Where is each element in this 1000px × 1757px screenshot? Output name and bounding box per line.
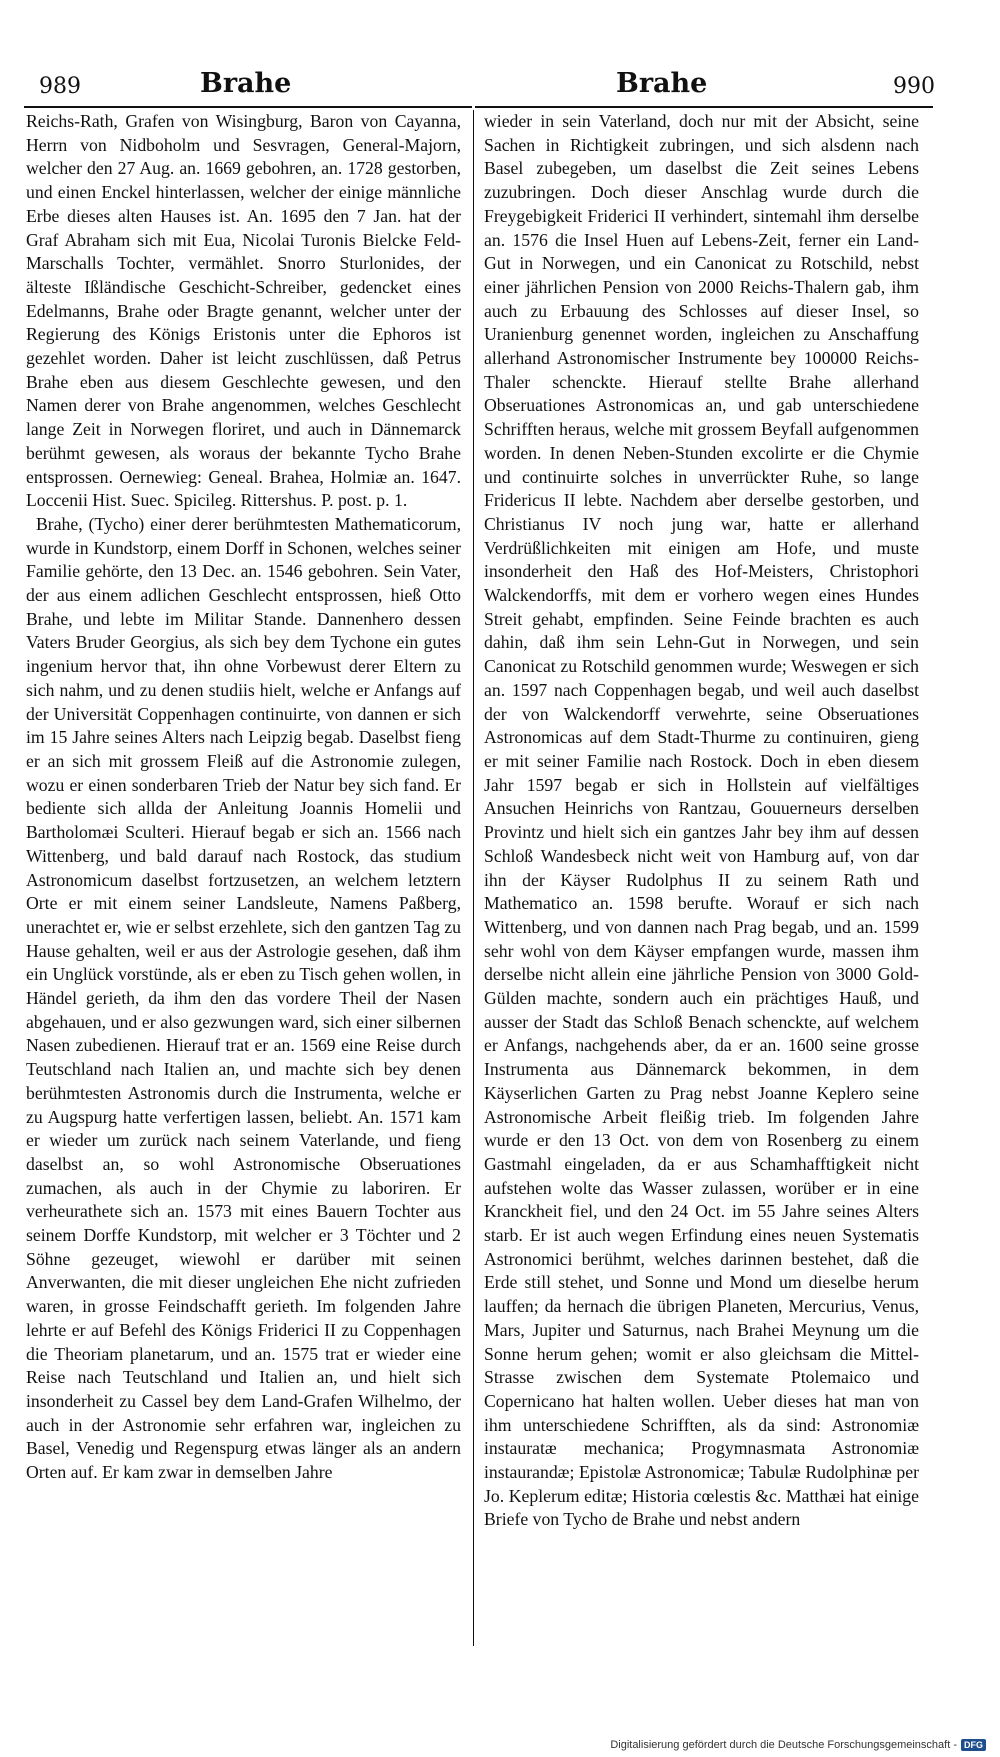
left-running-head: Brahe — [200, 68, 292, 99]
column-divider — [473, 110, 474, 1646]
right-page-number: 990 — [893, 74, 935, 99]
right-paragraph-1: wieder in sein Vaterland, doch nur mit der Absicht, seine Sachen in Richtigkeit zubringen, und sich alsdenn nach Basel zubegeben, um daselbst die Zeit seines Lebens zuzubringen. Doch dieser Anschlag wurde durch die Freygebigkeit Friderici II verhindert, sintemahl ihm derselbe an. 1576 die Insel Huen auf Lebens-Zeit, ferner ein Land-Gut in Norwegen, und ein Canonicat zu Rotschild, nebst einer jährlichen Pension von 2000 Reichs-Thalern gab, ihm auch zu Erbauung des Schlosses auf dieser Insel, so Uranienburg genennet worden, ingleichen zu Anschaffung allerhand Astronomischer Instrumente bey 100000 Reichs-Thaler schenckte. Hierauf stellte Brahe allerhand Obseruationes Astronomicas an, und gab unterschiedene Schrifften heraus, welche mit grossem Beyfall aufgenommen worden. In denen Neben-Stunden excolirte er die Chymie und continuirte solches in unverrückter Ruhe, so lange Fridericus II lebte. Nachdem aber derselbe gestorben, und Christianus IV noch jung war, hatte er allerhand Verdrüßlichkeiten mit einigen am Hofe, und muste insonderheit den Haß des Hof-Meisters, Christophori Walckendorffs, mit dem er vorhero wegen eines Hundes Streit gehabt, empfinden. Seine Feinde brachten es auch dahin, daß ihm sein Lehn-Gut in Norwegen, und sein Canonicat zu Rotschild genommen wurde; Weswegen er sich an. 1597 nach Coppenhagen begab, und weil auch daselbst der von Walckendorff verwehrte, seine Obseruationes Astronomicas auf dem Stadt-Thurme zu continuiren, gieng er mit seiner Familie nach Rostock. Doch in eben diesem Jahr 1597 begab er sich in Hollstein auf vielfältiges Ansuchen Heinrichs von Rantzau, Gouuerneurs derselben Provintz und hielt sich ein gantzes Jahr bey ihm auf dessen Schloß Wandesbeck nicht weit von Hamburg auf, von dar ihn der Käyser Rudolphus II zu seinem Rath und Mathematico an. 1598 berufte. Worauf er sich nach Wittenberg, und von dannen nach Prag begab, und an. 1599 sehr wohl von dem Käyser empfangen wurde, massen ihm derselbe nicht allein eine jährliche Pension von 3000 Gold-Gülden machte, sondern auch ein prächtiges Hauß, und ausser der Stadt das Schloß Benach schenckte, auf welchem er Anfangs, nachgehends aber, da er an. 1600 seine grosse Instrumenta aus Dännemarck bekommen, in dem Käyserlichen Garten zu Prag nebst Joanne Keplero seine Astronomische Arbeit fleißig trieb. Im folgenden Jahre wurde er den 13 Oct. von dem von Rosenberg zu einem Gastmahl eingeladen, da er aus Schamhafftigkeit nicht aufstehen wolte das Wasser zulassen, worüber er in eine Kranckheit fiel, und den 24 Oct. im 55 Jahre seines Alters starb. Er ist auch wegen Erfindung eines neuen Systematis Astronomici berühmt, welches darinnen bestehet, daß die Erde still stehet, und Sonne und Mond um dieselbe herum lauffen; da hernach die übrigen Planeten, Mercurius, Venus, Mars, Jupiter und Saturnus, nach Brahei Meynung um die Sonne herum gehen; womit er also gleichsam die Mittel-Strasse zwischen dem Systemate Ptolemaico und Copernicano hat halten wollen. Ueber dieses hat man von ihm unterschiedene Schrifften, als da sind: Astronomiæ instauratæ mechanica; Progymnasmata Astronomiæ instaurandæ; Epistolæ Astronomicæ; Tabulæ Rudolphinæ per Jo. Keplerum editæ; Historia cœlestis &c. Matthæi hat einige Briefe von Tycho de Brahe und nebst andern — [484, 111, 919, 1530]
right-header-rule — [475, 106, 933, 108]
left-paragraph-1: Reichs-Rath, Grafen von Wisingburg, Baron von Cayanna, Herrn von Nidboholm und Sesvragen, General-Majorn, welcher den 27 Aug. an. 1669 gebohren, an. 1728 gestorben, und einen Enckel hinterlassen, welcher der einige männliche Erbe dieses alten Hauses ist. An. 1695 den 7 Jan. hat der Graf Abraham sich mit Eua, Nicolai Turonis Bielcke Feld-Marschalls Tochter, vermählet. Snorro Sturlonides, der älteste Ißländische Geschicht-Schreiber, gedencket eines Edelmanns, Brahe oder Bragte genannt, welcher unter der Regierung des Königs Eristonis unter die Ephoros ist gezehlet worden. Daher ist leicht zuschlüssen, daß Petrus Brahe eben aus diesem Geschlechte gewesen, und den Namen derer von Brahe angenommen, welches Geschlecht lange Zeit in Norwegen floriret, und auch in Dännemarck berühmt gewesen, als woraus der bekannte Tycho Brahe entsprossen. Oernewieg: Geneal. Brahea, Holmiæ an. 1647. Loccenii Hist. Suec. Spicileg. Rittershus. P. post. p. 1. — [26, 111, 461, 511]
right-running-head: Brahe — [616, 68, 708, 99]
footer-text: Digitalisierung gefördert durch die Deutsche Forschungsgemeinschaft - — [610, 1739, 957, 1751]
left-paragraph-2: Brahe, (Tycho) einer derer berühmtesten Mathematicorum, wurde in Kundstorp, einem Dorff in Schonen, welches seiner Familie gehörte, den 13 Dec. an. 1546 gebohren. Sein Vater, der aus einem adlichen Geschlecht entsprossen, hieß Otto Brahe, und lebte im Militar Stande. Dannenhero dessen Vaters Bruder Georgius, als sich bey dem Tychone ein gutes ingenium hervor that, ihn ohne Vorbewust derer Eltern zu sich nahm, und zu denen studiis hielt, welche er Anfangs auf der Universität Coppenhagen continuirte, von dannen er sich im 15 Jahre seines Alters nach Leipzig begab. Daselbst fieng er an sich mit grossem Fleiß auf die Astronomie zulegen, wozu er einen sonderbaren Trieb der Natur bey sich fand. Er bediente sich allda der Anleitung Joannis Homelii und Bartholomæi Sculteri. Hierauf begab er sich an. 1566 nach Wittenberg, und bald darauf nach Rostock, das studium Astronomicum daselbst fortzusetzen, an welchem letztern Orte er mit einem seiner Landsleute, Namens Paßberg, unerachtet er, wie er selbst erzehlete, sich den gantzen Tag zu Hause gehalten, weil er aus der Astrologie gesehen, daß ihm ein Unglück vorstünde, als er eben zu Tisch gehen wollen, in Händel gerieth, da ihm den das vordere Theil der Nasen abgehauen, und er also gezwungen ward, sich einer silbernen Nasen zubedienen. Hierauf trat er an. 1569 eine Reise durch Teutschland nach Italien an, und machte sich bey denen berühmtesten Astronomis durch die Instrumenta, welche er zu Augspurg hatte verfertigen lassen, beliebt. An. 1571 kam er wieder um zurück nach seinem Vaterlande, und fieng daselbst an, so wohl Astronomische Obseruationes zumachen, als auch in der Chymie zu laboriren. Er verheurathete sich an. 1573 mit eines Bauern Tochter aus seinem Dorffe Kundstorp, mit welcher er 3 Töchter und 2 Söhne gezeuget, wiewohl er darüber mit seinen Anverwanten, die mit dieser ungleichen Ehe nicht zufrieden waren, in grosse Feindschafft gerieth. Im folgenden Jahre lehrte er auf Befehl des Königs Friderici II zu Coppenhagen die Theoriam planetarum, und an. 1575 trat er wieder eine Reise nach Teutschland und Italien an, und hielt sich insonderheit zu Cassel bey dem Land-Grafen Wilhelmo, der auch in der Astronomie sehr erfahren war, ingleichen zu Basel, Venedig und Regenspurg etwas länger als an andern Orten auf. Er kam zwar in demselben Jahre — [26, 513, 461, 1483]
right-column — [484, 110, 919, 1532]
left-page-number: 989 — [39, 74, 81, 99]
digitization-footer — [610, 1737, 986, 1753]
left-header-rule — [24, 106, 472, 108]
dfg-logo: DFG — [961, 1739, 986, 1751]
left-column — [26, 110, 461, 1485]
